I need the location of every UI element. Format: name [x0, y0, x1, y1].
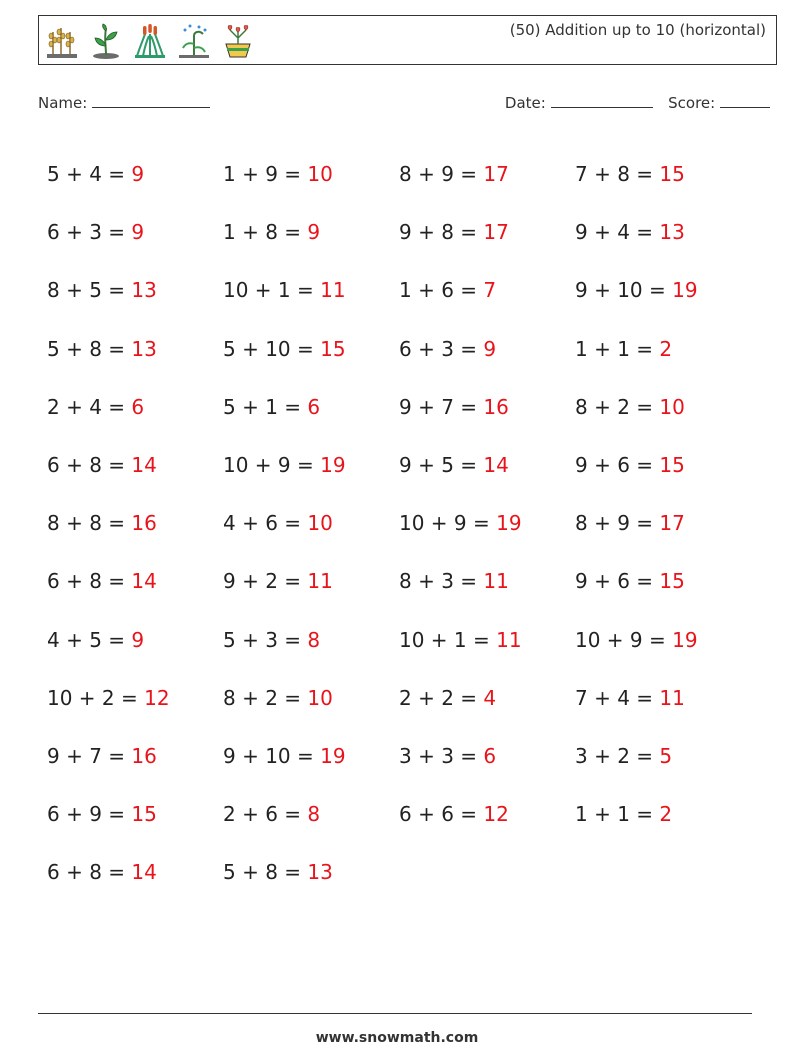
- problem-expression: 8 + 3 =: [399, 569, 478, 594]
- watering-plant-icon: [177, 22, 211, 60]
- problem-answer: 11: [307, 569, 333, 594]
- problem-expression: 9 + 6 =: [575, 569, 654, 594]
- problem-item: [399, 744, 575, 768]
- problem-expression: 5 + 8 =: [47, 336, 126, 361]
- problem-expression: 1 + 6 =: [399, 278, 478, 303]
- problem-row: [47, 145, 751, 203]
- problem-answer: 14: [483, 453, 509, 478]
- problem-item: [47, 744, 223, 768]
- problem-answer: 10: [307, 511, 333, 536]
- problem-item: [47, 162, 223, 186]
- problem-row: [47, 261, 751, 319]
- problem-item: [575, 744, 751, 768]
- problem-item: [47, 278, 223, 302]
- score-label: Score:: [668, 94, 716, 112]
- problem-expression: 8 + 9 =: [575, 511, 654, 536]
- problem-expression: 8 + 2 =: [575, 394, 654, 419]
- problem-item: [575, 337, 751, 361]
- problem-expression: 6 + 3 =: [399, 336, 478, 361]
- problem-expression: 1 + 1 =: [575, 802, 654, 827]
- problem-answer: 14: [131, 569, 157, 594]
- problem-answer: 9: [131, 627, 145, 652]
- name-label: Name:: [38, 94, 88, 112]
- problem-expression: 5 + 8 =: [223, 860, 302, 885]
- problem-item: [399, 278, 575, 302]
- problem-expression: 9 + 5 =: [399, 453, 478, 478]
- problem-answer: 16: [131, 511, 157, 536]
- problem-answer: 10: [307, 685, 333, 710]
- problem-item: [575, 628, 751, 652]
- problem-item: [223, 278, 399, 302]
- problem-item: [47, 860, 223, 884]
- problem-expression: 5 + 10 =: [223, 336, 314, 361]
- worksheet-header: [38, 15, 777, 65]
- problem-grid: [47, 145, 751, 901]
- problem-expression: 8 + 2 =: [223, 685, 302, 710]
- sprout-icon: [89, 22, 123, 60]
- problem-expression: 1 + 8 =: [223, 220, 302, 245]
- problem-answer: 15: [320, 336, 346, 361]
- problem-answer: 13: [131, 336, 157, 361]
- problem-item: [223, 220, 399, 244]
- footer-url: www.snowmath.com: [315, 1030, 479, 1046]
- problem-answer: 17: [483, 220, 509, 245]
- problem-expression: 8 + 5 =: [47, 278, 126, 303]
- date-blank[interactable]: [551, 93, 653, 108]
- problem-expression: 9 + 4 =: [575, 220, 654, 245]
- problem-expression: 5 + 4 =: [47, 162, 126, 187]
- problem-item: [399, 511, 575, 535]
- problem-answer: 19: [320, 743, 346, 768]
- problem-expression: 8 + 9 =: [399, 162, 478, 187]
- problem-row: [47, 320, 751, 378]
- problem-expression: 2 + 2 =: [399, 685, 478, 710]
- problem-item: [47, 511, 223, 535]
- score-blank[interactable]: [720, 93, 770, 108]
- problem-answer: 9: [483, 336, 497, 361]
- problem-item: [399, 802, 575, 826]
- problem-answer: 11: [483, 569, 509, 594]
- problem-item: [575, 162, 751, 186]
- problem-answer: 11: [496, 627, 522, 652]
- wheat-icon: [45, 22, 79, 60]
- problem-expression: 2 + 6 =: [223, 802, 302, 827]
- problem-answer: 9: [131, 220, 145, 245]
- problem-item: [575, 511, 751, 535]
- problem-item: [47, 220, 223, 244]
- problem-item: [399, 569, 575, 593]
- problem-expression: 6 + 8 =: [47, 569, 126, 594]
- problem-item: [575, 453, 751, 477]
- problem-expression: 3 + 3 =: [399, 743, 478, 768]
- problem-expression: 10 + 9 =: [575, 627, 666, 652]
- problem-answer: 14: [131, 453, 157, 478]
- problem-expression: 8 + 8 =: [47, 511, 126, 536]
- problem-expression: 9 + 6 =: [575, 453, 654, 478]
- problem-answer: 15: [131, 802, 157, 827]
- problem-item: [223, 569, 399, 593]
- date-label: Date:: [504, 94, 546, 112]
- problem-item: [47, 569, 223, 593]
- problem-item: [223, 511, 399, 535]
- problem-item: [47, 453, 223, 477]
- problem-expression: 7 + 4 =: [575, 685, 654, 710]
- problem-answer: 17: [483, 162, 509, 187]
- problem-answer: 14: [131, 860, 157, 885]
- problem-item: [223, 453, 399, 477]
- problem-item: [223, 802, 399, 826]
- problem-item: [399, 162, 575, 186]
- problem-expression: 10 + 9 =: [399, 511, 490, 536]
- problem-expression: 9 + 10 =: [575, 278, 666, 303]
- problem-item: [47, 628, 223, 652]
- problem-expression: 6 + 9 =: [47, 802, 126, 827]
- problem-expression: 5 + 1 =: [223, 394, 302, 419]
- problem-expression: 9 + 7 =: [47, 743, 126, 768]
- problem-row: [47, 436, 751, 494]
- problem-answer: 7: [483, 278, 497, 303]
- problem-expression: 6 + 3 =: [47, 220, 126, 245]
- problem-item: [399, 453, 575, 477]
- problem-item: [575, 686, 751, 710]
- problem-answer: 9: [307, 220, 321, 245]
- problem-expression: 1 + 1 =: [575, 336, 654, 361]
- problem-expression: 6 + 8 =: [47, 453, 126, 478]
- problem-item: [399, 686, 575, 710]
- problem-answer: 17: [659, 511, 685, 536]
- problem-answer: 10: [659, 394, 685, 419]
- problem-expression: 2 + 4 =: [47, 394, 126, 419]
- problem-expression: 10 + 1 =: [399, 627, 490, 652]
- problem-expression: 1 + 9 =: [223, 162, 302, 187]
- problem-answer: 19: [320, 453, 346, 478]
- problem-expression: 9 + 8 =: [399, 220, 478, 245]
- problem-expression: 9 + 7 =: [399, 394, 478, 419]
- problem-answer: 2: [659, 336, 673, 361]
- problem-row: [47, 727, 751, 785]
- problem-answer: 19: [672, 278, 698, 303]
- header-icons: [45, 20, 255, 62]
- problem-expression: 5 + 3 =: [223, 627, 302, 652]
- problem-item: [575, 220, 751, 244]
- problem-item: [47, 337, 223, 361]
- reeds-icon: [133, 22, 167, 60]
- problem-answer: 8: [307, 802, 321, 827]
- worksheet-title: (50) Addition up to 10 (horizontal): [509, 21, 766, 39]
- problem-answer: 11: [320, 278, 346, 303]
- name-blank[interactable]: [92, 93, 210, 108]
- problem-expression: 9 + 10 =: [223, 743, 314, 768]
- problem-answer: 19: [496, 511, 522, 536]
- problem-row: [47, 843, 751, 901]
- problem-answer: 15: [659, 453, 685, 478]
- problem-item: [223, 162, 399, 186]
- problem-item: [575, 802, 751, 826]
- problem-expression: 4 + 5 =: [47, 627, 126, 652]
- problem-answer: 13: [659, 220, 685, 245]
- problem-item: [399, 220, 575, 244]
- problem-row: [47, 494, 751, 552]
- problem-item: [47, 395, 223, 419]
- problem-answer: 4: [483, 685, 497, 710]
- problem-item: [399, 337, 575, 361]
- problem-item: [575, 278, 751, 302]
- problem-expression: 10 + 2 =: [47, 685, 138, 710]
- problem-item: [223, 395, 399, 419]
- problem-expression: 10 + 1 =: [223, 278, 314, 303]
- problem-expression: 7 + 8 =: [575, 162, 654, 187]
- problem-answer: 16: [131, 743, 157, 768]
- problem-answer: 8: [307, 627, 321, 652]
- problem-expression: 10 + 9 =: [223, 453, 314, 478]
- problem-answer: 9: [131, 162, 145, 187]
- problem-item: [223, 686, 399, 710]
- problem-answer: 10: [307, 162, 333, 187]
- problem-answer: 16: [483, 394, 509, 419]
- problem-row: [47, 203, 751, 261]
- flower-pot-icon: [221, 22, 255, 60]
- problem-item: [223, 744, 399, 768]
- footer-divider: [38, 1013, 752, 1014]
- problem-answer: 15: [659, 162, 685, 187]
- date-score-fields: [505, 93, 770, 112]
- problem-item: [399, 395, 575, 419]
- problem-row: [47, 552, 751, 610]
- problem-expression: 9 + 2 =: [223, 569, 302, 594]
- problem-row: [47, 785, 751, 843]
- problem-expression: 3 + 2 =: [575, 743, 654, 768]
- problem-item: [223, 860, 399, 884]
- problem-row: [47, 611, 751, 669]
- problem-answer: 6: [307, 394, 321, 419]
- problem-answer: 19: [672, 627, 698, 652]
- problem-answer: 6: [483, 743, 497, 768]
- problem-expression: 4 + 6 =: [223, 511, 302, 536]
- problem-row: [47, 378, 751, 436]
- problem-item: [47, 802, 223, 826]
- problem-item: [223, 628, 399, 652]
- problem-answer: 5: [659, 743, 673, 768]
- problem-expression: 6 + 8 =: [47, 860, 126, 885]
- problem-item: [223, 337, 399, 361]
- problem-answer: 13: [131, 278, 157, 303]
- problem-answer: 15: [659, 569, 685, 594]
- problem-item: [47, 686, 223, 710]
- problem-answer: 12: [144, 685, 170, 710]
- problem-item: [399, 628, 575, 652]
- problem-answer: 6: [131, 394, 145, 419]
- problem-expression: 6 + 6 =: [399, 802, 478, 827]
- problem-answer: 13: [307, 860, 333, 885]
- problem-item: [575, 395, 751, 419]
- problem-answer: 11: [659, 685, 685, 710]
- problem-answer: 12: [483, 802, 509, 827]
- name-field: [38, 93, 210, 112]
- problem-item: [575, 569, 751, 593]
- problem-answer: 2: [659, 802, 673, 827]
- problem-row: [47, 669, 751, 727]
